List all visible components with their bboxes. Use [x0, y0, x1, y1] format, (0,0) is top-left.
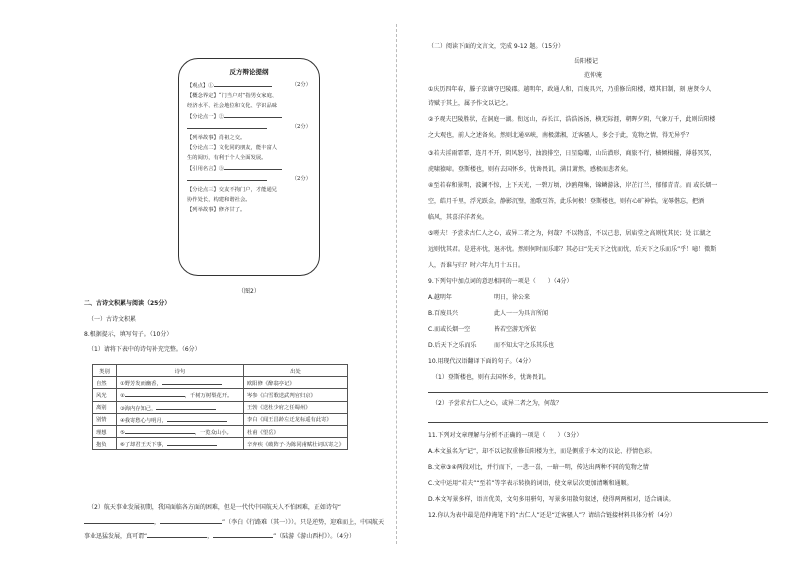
essay-line: 远则忧其君。是进亦忧，退亦忧。然则何时而乐耶？其必曰“先天下之忧而忧，后天下之乐而乐”乎！噫！微斯: [428, 246, 717, 253]
card-line: 【引用名言】③: [187, 163, 311, 174]
answer-blank[interactable]: [162, 378, 222, 385]
table-row: 抱负 ⑥了却君王天下事， 辛弃疾《破阵子·为陈同甫赋壮词以寄之》: [93, 438, 348, 450]
card-line: 生的阅历，有利于个人全面发展。: [187, 155, 267, 161]
card-line: （2分）: [187, 122, 311, 133]
answer-blank[interactable]: [156, 403, 216, 410]
question-10: 10.用现代汉语翻译下面的句子。（4分）: [428, 358, 535, 365]
essay-line: ④至若春和景明，波澜不惊，上下天光，一碧万顷，沙鸥翔集，锦鳞游泳，岸芷汀兰，郁郁青青。而 或长烟一: [428, 182, 718, 189]
answer-line[interactable]: [428, 422, 768, 423]
table-row: 自然 ①野芳发而幽香， 欧阳修《醉翁亭记》: [93, 377, 348, 389]
table-row: 离别 ③海内存知己， 王勃《送杜少府之任蜀州》: [93, 401, 348, 413]
essay-line: ⑤嗟夫！予尝求古仁人之心，或异二者之为，何哉？不以物喜，不以己悲，居庙堂之高则忧其民；处 江湖之: [428, 230, 712, 237]
essay-line: ②予观夫巴陵胜状，在洞庭一湖。衔远山，吞长江，浩浩汤汤，横无际涯，朝晖夕阴，气象万千，此则岳阳楼: [428, 116, 716, 123]
answer-blank[interactable]: [213, 531, 273, 538]
essay-line: 人，吾谁与归？时六年九月十五日。: [428, 262, 525, 269]
card-line: 【分论点三】交友不拘门户，才能通兄: [187, 187, 278, 193]
card-line: 经济水平、社会地位和文化、学识品味: [187, 103, 278, 109]
answer-blank[interactable]: [84, 517, 154, 524]
answer-blank[interactable]: [224, 163, 282, 170]
card-line: 【分论点二】文化同的朋友，能丰富人: [187, 145, 278, 151]
answer-blank[interactable]: [125, 427, 195, 434]
q9-option-c: C.而或长烟一空: [428, 326, 471, 333]
table-row: 风光 ② ，千树万树梨花开。 岑参《白雪歌送武判官归京》: [93, 389, 348, 401]
answer-blank[interactable]: [187, 122, 267, 129]
table-row: 别情 ④我寄愁心与明月， 李白《闻王昌龄左迁龙标遥有此寄》: [93, 413, 348, 425]
q9-option-d-pair: 而不知太守之乐其乐也: [494, 342, 555, 349]
essay-line: 之大观也，前人之述备矣。然则北通巫峡，南极潇湘，迁客骚人，多会于此，览物之情，得无异乎？: [428, 132, 693, 139]
q9-option-a: A.越明年: [428, 294, 452, 301]
poem-table: [92, 364, 348, 450]
card-line: 【列举故事】修齐甘了。: [187, 207, 246, 213]
essay-author: 范仲淹: [584, 72, 603, 79]
essay-line: 空，皓月千里，浮光跃金，静影沉璧，渔歌互答，此乐何极！登斯楼也，则有心旷神怡，宠辱偕忘，把酒: [428, 198, 705, 205]
card-line: 协作处长，构建和谐社会。: [187, 197, 251, 203]
q9-option-a-pair: 明日，徐公来: [494, 294, 531, 301]
answer-blank[interactable]: [224, 111, 282, 118]
table-header: 诗句: [116, 365, 243, 377]
question-11: 11.下列对文章理解与分析不正确的一项是（ ）（3分）: [428, 432, 583, 439]
essay-line: 诗赋于其上，属予作文以记之。: [428, 100, 513, 107]
subsection-heading: （一）古诗文积累: [88, 316, 137, 323]
answer-blank[interactable]: [214, 80, 272, 87]
answer-blank[interactable]: [167, 415, 227, 422]
card-title: 反方辩论提纲: [229, 68, 269, 76]
essay-line: ①庆历四年春，滕子京谪守巴陵郡。越明年，政通人和，百废具兴，乃重修岳阳楼，增其旧制，刻 唐贤今人: [428, 86, 712, 93]
essay-line: ③若夫淫雨霏霏，连月不开，阴风怒号，浊浪排空，日星隐曜，山岳潜形，商旅不行，樯倾楫摧，薄暮冥冥，: [428, 150, 716, 157]
section-heading: 二、古诗文积累与阅读（25分）: [84, 300, 171, 307]
q11-option-a: A.本文虽名为“记”，却不以记叙重修岳阳楼为主，而是侧重于本文的议论、抒情色彩。: [428, 448, 657, 455]
card-line: 【观点】① （2分）: [187, 82, 311, 89]
card-lines: [187, 80, 311, 215]
question-8-1: （1）请将下表中的诗句补充完整。（6分）: [88, 346, 201, 353]
question-8: 8.根据提示，填写句子。（10分）: [84, 331, 173, 338]
question-12: 12.你认为表中最是范仲淹笔下的“古仁人”还是“迁客骚人”？请结合链接材料具体分析（4分）: [428, 512, 676, 519]
answer-blank[interactable]: [167, 439, 217, 446]
q11-option-c: C.文中运用“若夫”“至若”等字表示转换的词语，使文章层次更加清晰和通顺。: [428, 480, 633, 487]
question-9: 9.下列句中加点词的意思相同的一项是（ ）（4分）: [428, 278, 573, 285]
question-8-2-line3: 事业迅猛发展，真可谓“ ， ”（陆游《游山西村》）。（4分）: [84, 533, 356, 540]
answer-blank[interactable]: [187, 174, 267, 181]
card-line: 【列举故事】肖祖之交。: [187, 135, 246, 141]
figure-label: （图2）: [238, 288, 260, 295]
question-8-2-line1: （2）航天事业发展初期，我国面临各方面的困难，但是一代代中国航天人不怕困难，正如诗句“: [88, 504, 341, 511]
column-divider: [396, 24, 397, 544]
answer-blank[interactable]: [160, 517, 222, 524]
card-line: 【分论点一】②: [187, 111, 311, 122]
subsection-heading-2: （二）阅读下面的文言文，完成 9-12 题。（15分）: [428, 43, 565, 50]
table-header: 类别: [93, 365, 117, 377]
table-row: 理想 ⑤ ，一览众山小。 杜甫《望岳》: [93, 425, 348, 437]
answer-line[interactable]: [428, 392, 768, 393]
essay-line: 临风，其喜洋洋者矣。: [428, 214, 489, 221]
q9-option-d: D.后天下之乐而乐: [428, 342, 477, 349]
question-10-1: （1）登斯楼也，则有去国怀乡，忧谗畏讥。: [432, 374, 550, 381]
essay-line: 虎啸猿啼。登斯楼也，则有去国怀乡，忧谗畏讥，满目萧然，感极而悲者矣。: [428, 166, 633, 173]
question-10-2: （2）予尝求古仁人之心，或异二者之为，何哉？: [432, 400, 562, 407]
q11-option-d: D.本文写景多样，语言优美，文句多用骈句，写景多用散句叙述，使得两两相对，适合诵读。: [428, 496, 675, 503]
debate-outline-card: [178, 58, 320, 276]
card-line: （2分）: [187, 174, 311, 185]
question-8-2-line2: ， ”（李白《行路难（其一）》）。只是逆势，迎难而上，中国航天: [84, 517, 384, 527]
q9-option-b-pair: 此人一一为具言所闻: [494, 310, 549, 317]
card-line: 【概念界定】“门当户对”指男女家庭、: [187, 93, 278, 99]
q9-option-c-pair: 皆若空游无所依: [494, 326, 537, 333]
answer-blank[interactable]: [125, 390, 185, 397]
table-header: 出处: [243, 365, 347, 377]
essay-title: 岳阳楼记: [574, 58, 599, 65]
q11-option-b: B.文章③④两段对比，并行而下，一悲一喜，一暗一明，传达出两种不同的览物之情: [428, 464, 649, 471]
answer-blank[interactable]: [147, 531, 207, 538]
q9-option-b: B.百废具兴: [428, 310, 459, 317]
